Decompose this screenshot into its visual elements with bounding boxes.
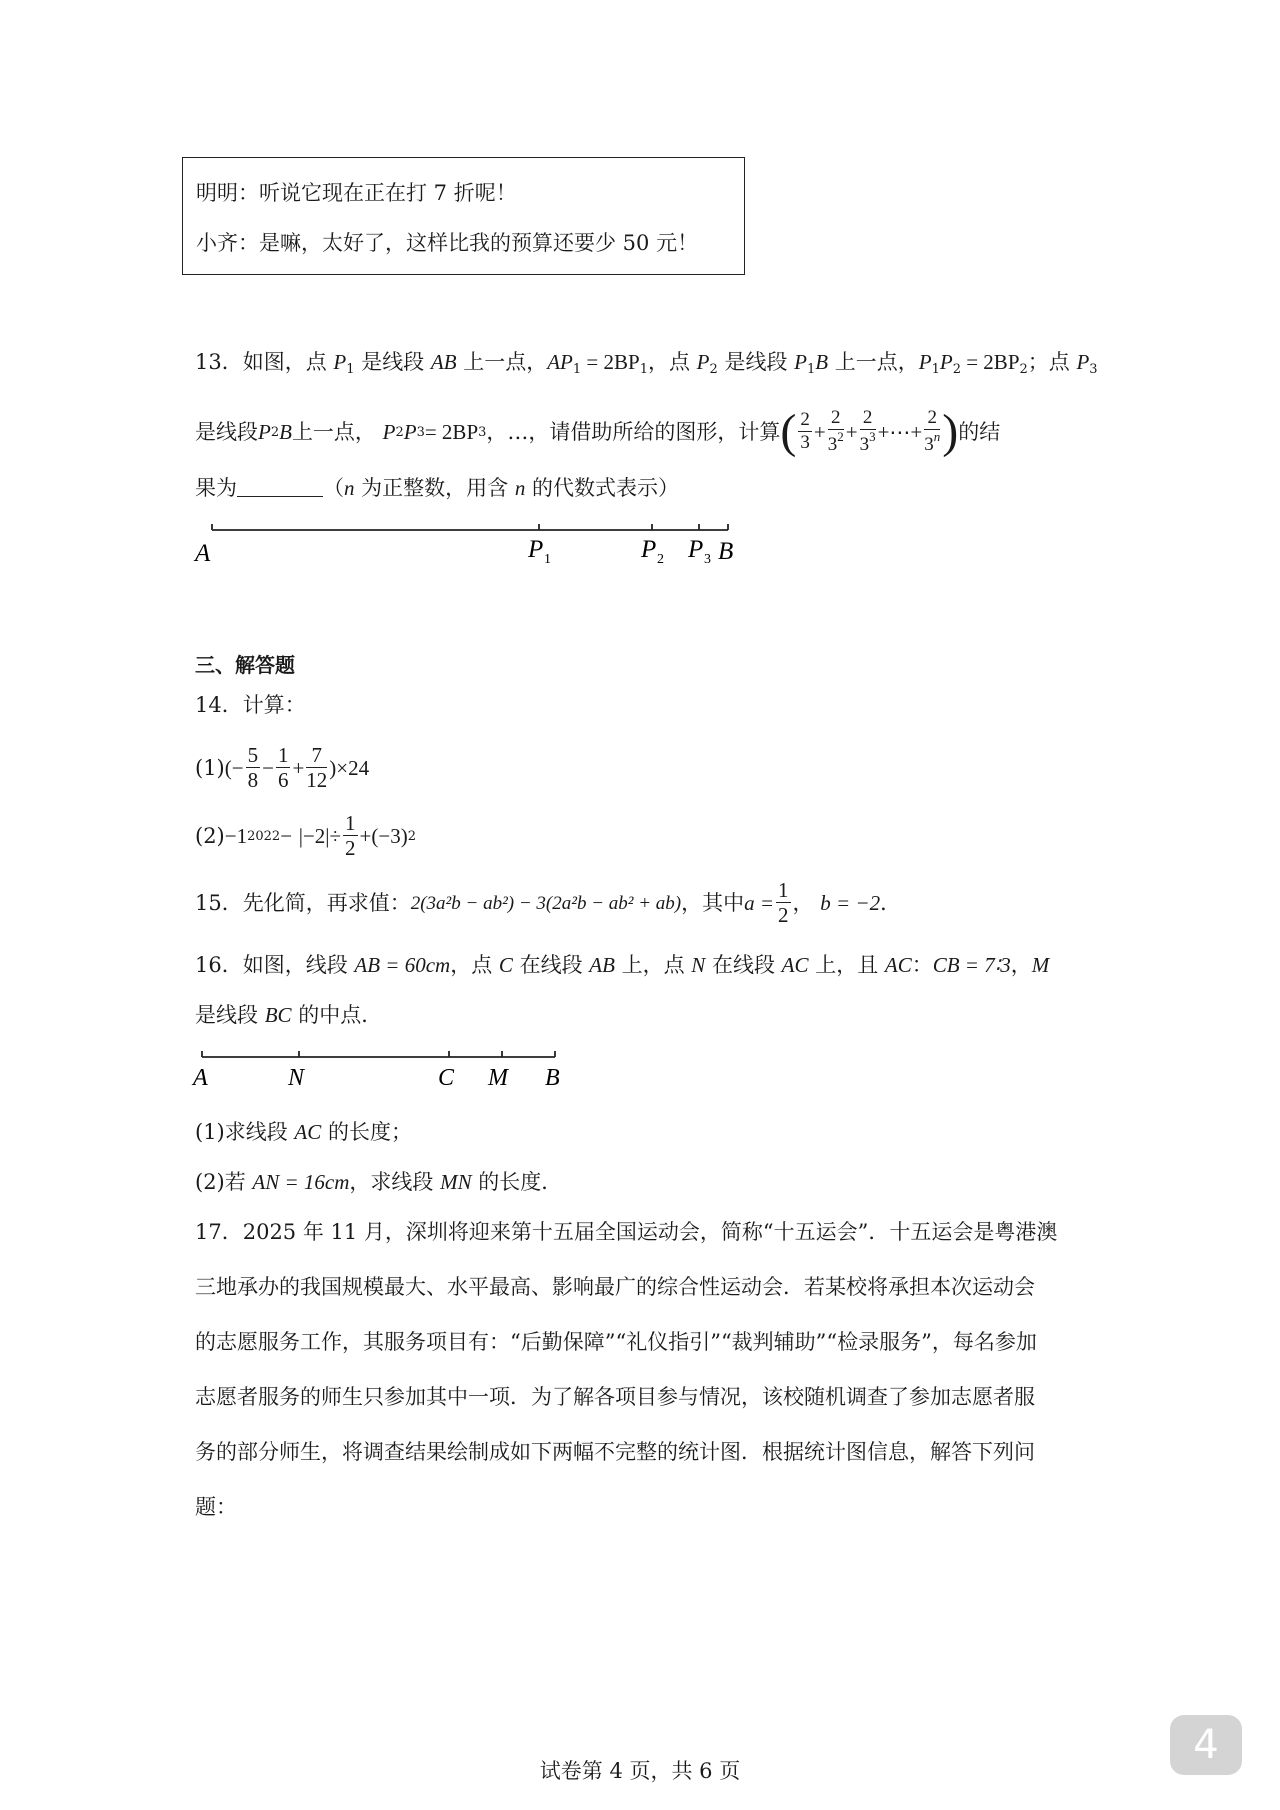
sub: 2 [709,362,718,377]
q13-text: 是线段 [717,350,795,374]
q15-line [195,875,901,931]
q16-text: ，求线段 [349,1170,441,1194]
q13-text: ，…，请借助所给的图形，计算 [486,419,781,444]
q15-expression: 2(3a²b − ab²) − 3(2a²b − ab² + ab) [410,892,682,914]
var: B [815,350,829,374]
series-frac-3: $\frac{2}{3^3}$ [859,407,876,456]
var: B [279,419,292,444]
sub: 2 [270,424,280,440]
ab-length: AB = 60cm [354,953,451,977]
dialog-box [182,157,745,275]
q16-text: 在线段 [705,953,782,977]
var: P [696,350,710,374]
var-n: n [514,476,526,500]
var-ab: AB [430,350,457,374]
q16-text: 的长度． [471,1170,563,1194]
var: M [1031,953,1050,977]
q16-text: 上，点 [614,953,692,977]
answer-blank[interactable] [237,478,323,497]
q13-text: ，点 [647,350,697,374]
dialog-line-1: 明明：听说它现在正在打 7 折呢！ [196,181,517,205]
q13-line-1 [195,352,1098,376]
label-p3-sub: 3 [704,552,711,567]
var-p: P [333,350,347,374]
var: A [547,350,561,374]
q17-line-1: 17．2025 年 11 月，深圳将迎来第十五届全国运动会，简称“十五运会”．十五运会是粤港澳 [195,1220,1058,1244]
q13-text: ；点 [1027,350,1077,374]
q13-line-2 [195,405,1001,458]
frac-1-6: $\frac{1}{6}$ [277,742,289,792]
sub: 3 [478,424,487,440]
var: C [498,953,513,977]
label-a: A [193,1065,208,1091]
q13-text: 上一点， [456,350,548,374]
expr: + [292,755,305,780]
page-number-badge: 4 [1170,1715,1242,1775]
q13-text: 13．如图，点 [195,350,334,374]
frac-1-2: $\frac{1}{2}$ [345,810,356,860]
eq: = 2BP [424,419,479,444]
q16-text: (1)求线段 [195,1120,295,1144]
q16-text: ： [911,953,933,977]
q13-segment-figure [190,512,750,572]
label-n: N [288,1065,305,1091]
sub: 2 [1019,362,1028,377]
q16-line-1 [195,955,1049,976]
var: AC [294,1120,322,1144]
label-p1: P [528,536,544,563]
q13-text: 为正整数，用含 [354,476,515,500]
left-paren: ( [780,405,797,458]
frac-a: $\frac{1}{2}$ [778,877,789,927]
page-footer: 试卷第 4 页，共 6 页 [539,1759,741,1783]
sub: 2 [395,424,404,440]
expr: )×24 [329,755,370,780]
q17-line-2: 三地承办的我国规模最大、水平最高、影响最广的综合性运动会．若某校将承担本次运动会 [195,1275,1035,1299]
plus: + [813,419,826,444]
q16-text: 的长度； [321,1120,412,1144]
divide: ÷ [329,823,342,848]
q16-sub-2 [195,1172,562,1193]
label-b: B [545,1065,560,1091]
expr: −1 [224,823,248,848]
q17-line-4: 志愿者服务的师生只参加其中一项．为了解各项目参与情况，该校随机调查了参加志愿者服 [195,1385,1035,1409]
sub: 2 [952,362,961,377]
var-n: n [344,476,355,500]
expr: − [280,823,293,848]
b-value: b = −2 [820,890,881,915]
q13-text: 是线段 [195,419,258,444]
var: N [691,953,706,977]
q16-text: ， [1010,953,1032,977]
abs-value: |−2| [298,823,330,848]
q16-text: ，点 [450,953,499,977]
sub: 3 [416,424,425,440]
exponent: 2022 [247,828,281,844]
q13-text: 的代数式表示） [525,476,680,500]
sub: 1 [931,362,940,377]
sub: 1 [346,362,355,377]
q13-text: 果为 [195,476,237,500]
q13-text: 是线段 [354,350,431,374]
var: P [258,419,271,444]
var: MN [440,1170,472,1194]
var: AC [884,953,912,977]
right-paren: ) [942,405,959,458]
dialog-line-2: 小齐：是嘛，太好了，这样比我的预算还要少 50 元！ [196,231,699,255]
label-p2-sub: 2 [657,552,664,567]
expr: +(−3) [359,823,408,848]
q13-text: 上一点， [291,419,376,444]
frac-7-12: $\frac{7}{12}$ [306,742,328,792]
exponent: 2 [407,828,416,844]
sub: 1 [572,362,582,377]
var: BC [264,1003,292,1027]
plus: + [845,419,858,444]
section-heading: 三、解答题 [195,653,295,677]
series-frac-1: $\frac{2}{3}$ [800,409,810,454]
q13-text: 上一点， [828,350,919,374]
var: P [382,419,396,444]
q16-text: 上，且 [808,953,885,977]
var: P [560,350,573,374]
var: P [939,350,953,374]
label-m: M [488,1065,508,1091]
sub: 1 [806,362,816,377]
frac-5-8: $\frac{5}{8}$ [247,742,259,792]
q17-line-6: 题： [195,1495,237,1519]
part-label: (1) [195,755,225,780]
expr: (− [224,755,244,780]
label-c: C [438,1065,455,1091]
q17-line-3: 的志愿服务工作，其服务项目有：“后勤保障”“礼仪指引”“裁判辅助”“检录服务”，每名参加 [195,1330,1037,1354]
eq: = 2BP [586,350,640,374]
q13-line-3 [195,478,679,499]
q16-text: 在线段 [512,953,590,977]
label-a: A [195,540,211,567]
q14-stem: 14．计算： [195,693,306,717]
var: P [403,419,417,444]
q13-text: 的结 [958,419,1001,444]
label-b: B [718,538,734,565]
series-frac-n: $\frac{2}{3^n}$ [924,407,941,456]
eq: = 2BP [966,350,1020,374]
q15-text: ． [880,890,902,915]
var: AB [589,953,615,977]
q14-part-2 [195,808,416,864]
expr: − [262,755,274,780]
an-length: AN = 16cm [252,1170,350,1194]
sub: 3 [1089,362,1098,377]
q16-text: 是线段 [195,1003,265,1027]
ellipsis-plus: +⋯+ [877,419,923,444]
q15-text: ， [792,890,814,915]
ratio: CB = 7∶3 [932,953,1011,977]
label-p3: P [688,536,704,563]
q16-text: 的中点． [291,1003,383,1027]
var: AC [781,953,809,977]
q16-line-2 [195,1005,382,1026]
q16-sub-1 [195,1122,412,1143]
q15-text: ，其中 [681,890,745,915]
q16-text: (2)若 [195,1170,253,1194]
q13-text: （ [323,476,344,500]
q15-text: 15．先化简，再求值： [195,890,411,915]
series-frac-2: $\frac{2}{3^2}$ [827,407,844,456]
q17-line-5: 务的部分师生，将调查结果绘制成如下两幅不完整的统计图．根据统计图信息，解答下列问 [195,1440,1035,1464]
label-p2: P [641,536,657,563]
a-value: a = [744,890,775,915]
q14-part-1 [195,740,369,796]
var: P [1076,350,1090,374]
var: P [918,350,932,374]
sub: 1 [639,362,648,377]
q16-segment-figure [190,1043,590,1093]
label-p1-sub: 1 [544,552,551,567]
part-label: (2) [195,823,225,848]
q16-text: 16．如图，线段 [195,953,355,977]
var: P [794,350,807,374]
